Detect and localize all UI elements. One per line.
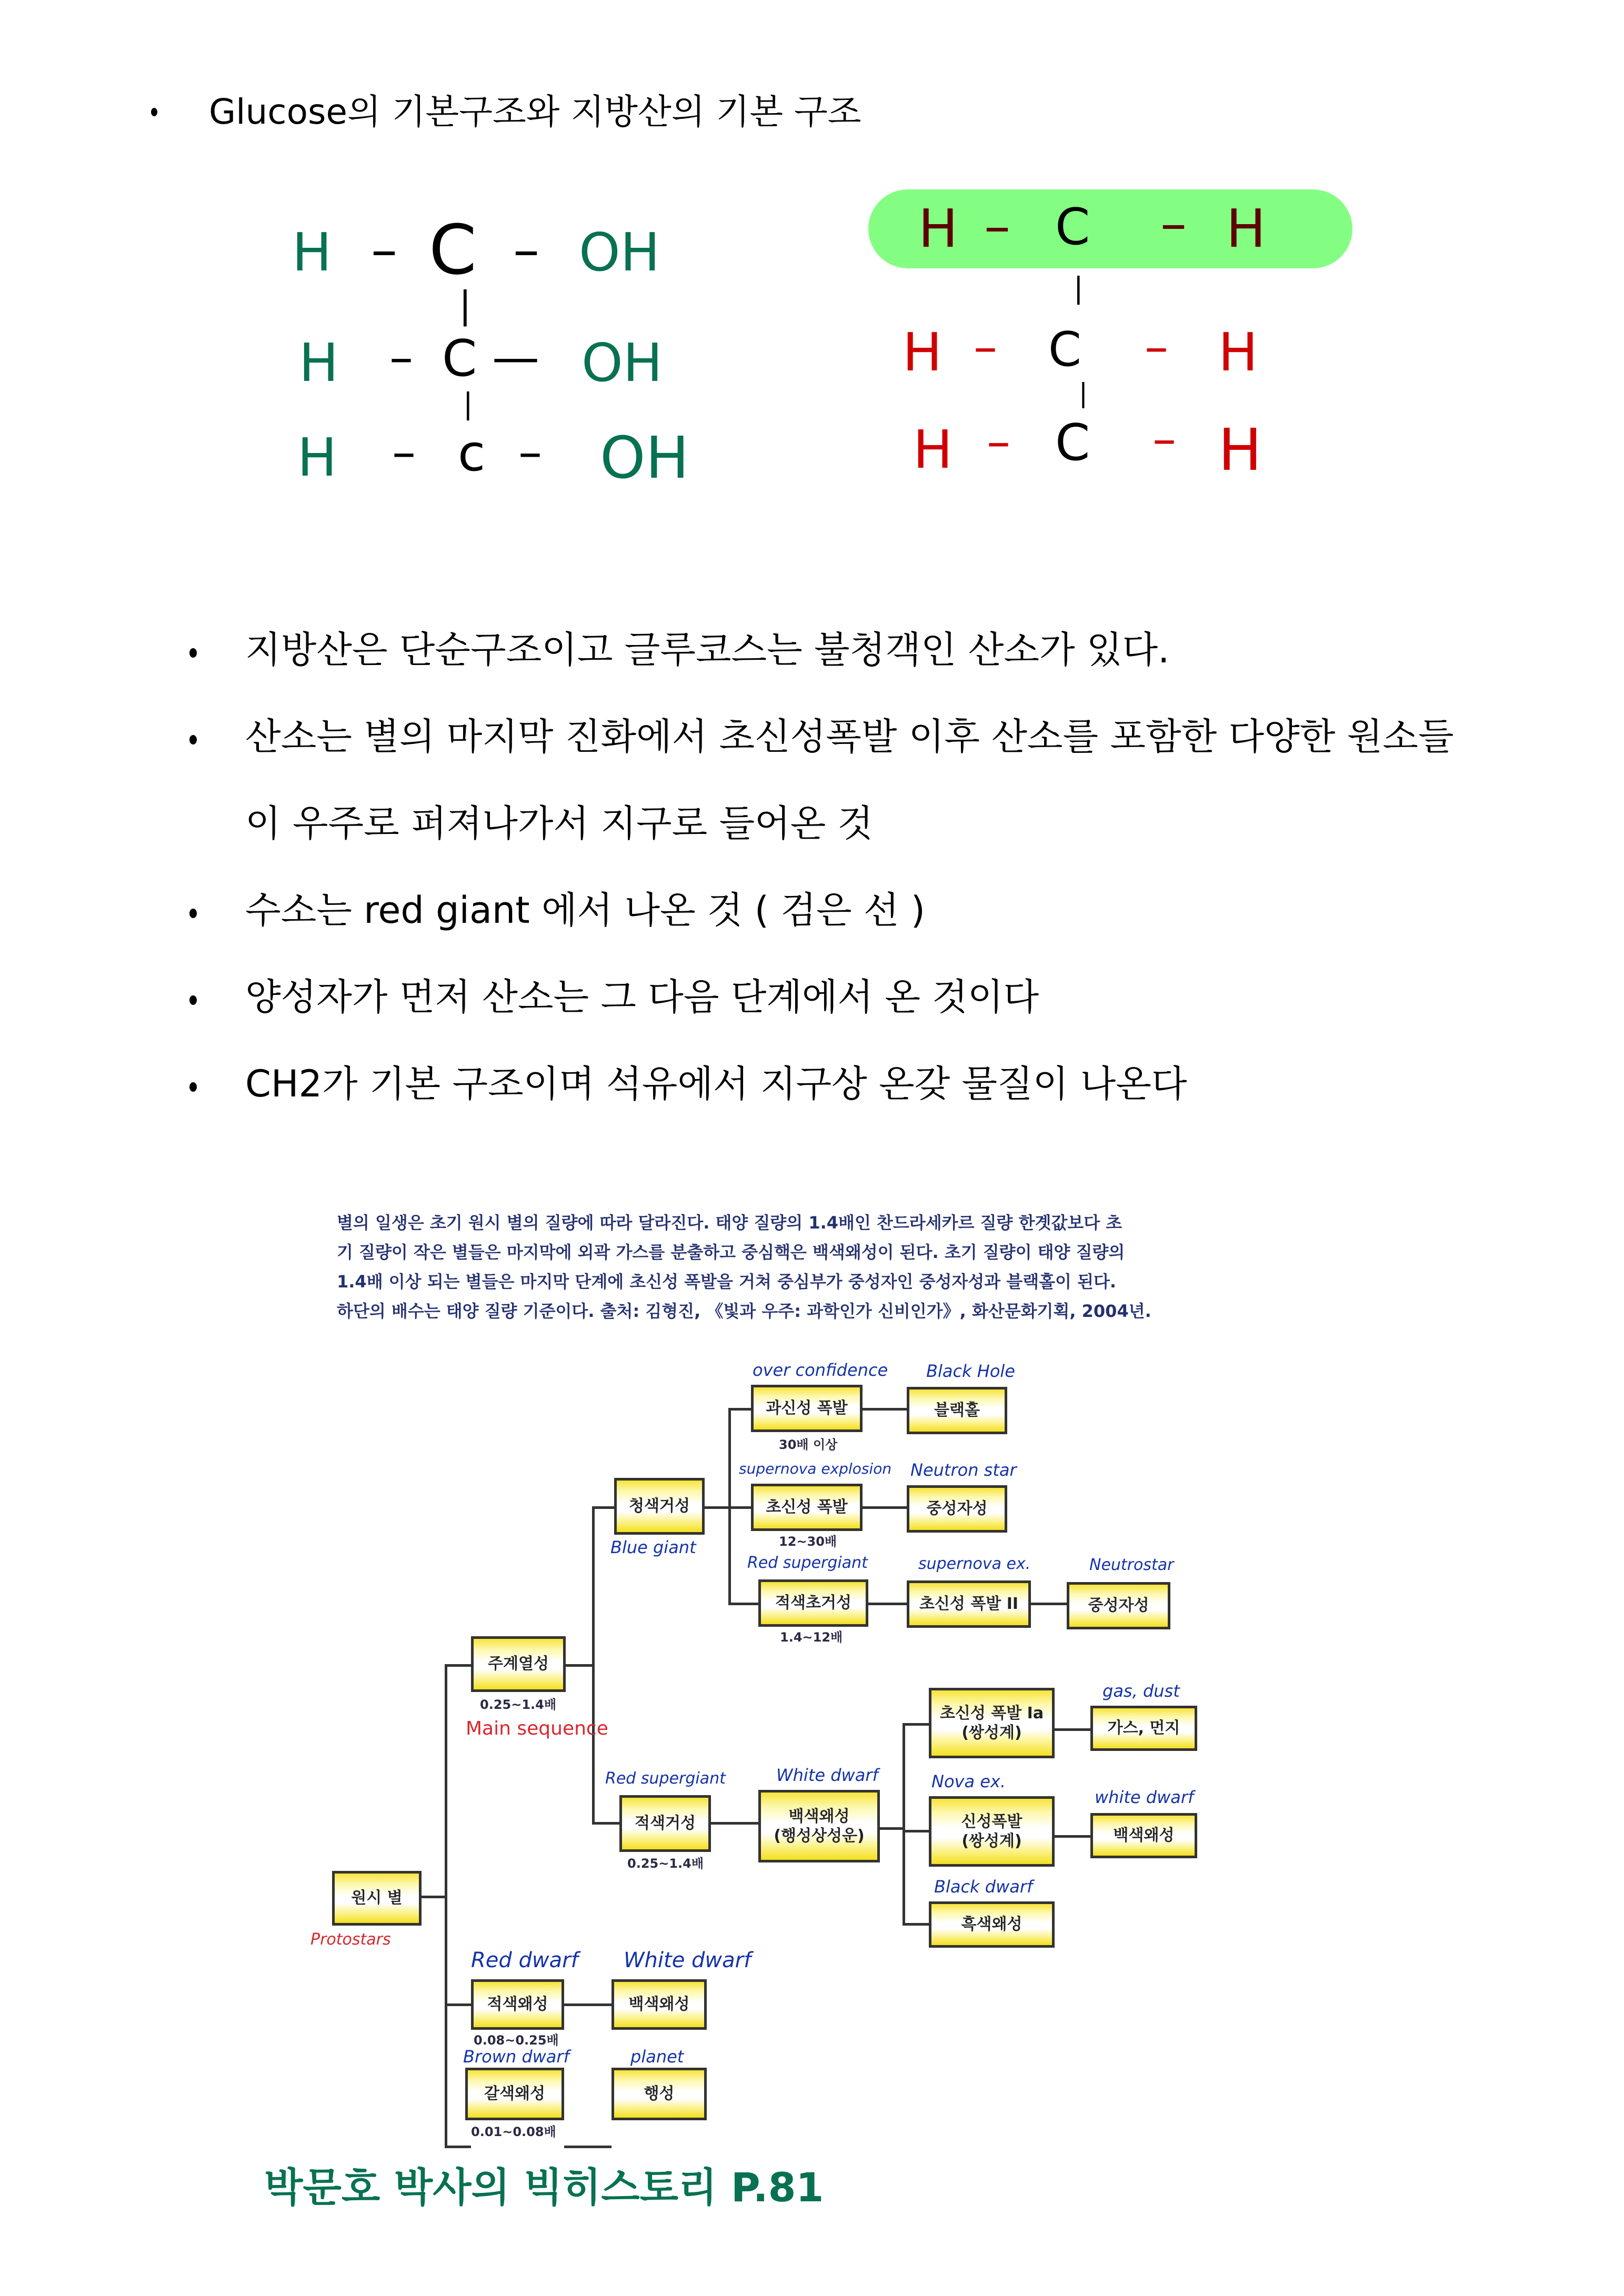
note-red-giant: Red supergiant (605, 1769, 726, 1788)
caption-line: 1.4배 이상 되는 별들은 마지막 단계에 초신성 폭발을 거쳐 중심부가 중성자인 중성자성과 블랙홀이 된다. (337, 1272, 1117, 1292)
mass-main-sequence: 0.25~1.4배 (480, 1697, 557, 1712)
fatty-row2-bond-left: – (974, 319, 997, 375)
node-neutron-star-2: 중성자성 (1067, 1582, 1170, 1629)
connector (728, 1408, 731, 1605)
figure-caption (337, 1208, 1210, 1326)
node-red-dwarf: 적색왜성 (471, 1979, 564, 2030)
connector (903, 1723, 905, 1926)
heading-bullet (151, 108, 157, 116)
note-white-dwarf-2: white dwarf (1095, 1787, 1194, 1807)
node-planet: 행성 (611, 2068, 707, 2120)
connector (592, 1506, 614, 1509)
connector (728, 1408, 751, 1411)
fatty-row3-bond-left: – (987, 414, 1010, 469)
glucose-row1-bond-right: – (513, 219, 539, 280)
bullet-dot (189, 648, 197, 658)
glucose-row1-bond-left: – (371, 219, 397, 280)
fatty-row2-h-left: H (903, 321, 943, 383)
node-black-hole: 블랙홀 (907, 1387, 1007, 1434)
connector (711, 1822, 758, 1825)
glucose-row3-carbon: c (458, 425, 486, 482)
fatty-row2-h-right: H (1218, 321, 1258, 383)
mass-brown-dwarf: 0.01~0.08배 (471, 2124, 556, 2139)
connector (863, 1408, 907, 1411)
fatty-row1-bond-left: – (984, 195, 1010, 257)
fatty-row2-carbon: C (1048, 322, 1081, 377)
node-protostar: 원시 별 (332, 1871, 422, 1926)
connector (903, 1723, 929, 1726)
note-black-hole: Black Hole (926, 1361, 1015, 1381)
connector (445, 1664, 447, 2148)
node-hypernova: 과신성 폭발 (751, 1385, 863, 1432)
note-white-dwarf-pn: White dwarf (776, 1765, 878, 1785)
glucose-row1-carbon: C (429, 210, 477, 290)
connector (564, 2146, 611, 2148)
note-gas-dust: gas, dust (1102, 1681, 1180, 1701)
node-brown-dwarf: 갈색왜성 (465, 2068, 564, 2120)
heading-title: Glucose의 기본구조와 지방산의 기본 구조 (209, 92, 861, 132)
fatty-row1-bond-right: – (1160, 193, 1187, 254)
bullet-dot (189, 735, 197, 744)
fatty-row1-carbon: C (1055, 198, 1090, 256)
node-blue-giant: 청색거성 (614, 1478, 705, 1535)
note-red-supergiant: Red supergiant (747, 1554, 868, 1572)
connector (728, 1603, 758, 1605)
mass-red-dwarf: 0.08~0.25배 (474, 2033, 559, 2048)
bullet-dot (189, 909, 197, 918)
fatty-bond-vertical-2: | (1079, 378, 1088, 408)
connector (566, 1664, 592, 1667)
caption-line: 기 질량이 작은 별들은 마지막에 외곽 가스를 분출하고 중심핵은 백색왜성이 된다. 초기 질량이 태양 질량의 (337, 1242, 1125, 1262)
connector (592, 1822, 619, 1825)
connector (445, 2003, 471, 2006)
note-neutron-star-2: Neutrostar (1089, 1556, 1174, 1574)
node-neutron-star-1: 중성자성 (907, 1485, 1007, 1533)
mass-hypernova: 30배 이상 (779, 1437, 838, 1452)
connector (445, 1664, 471, 1667)
fatty-row3-h-left: H (913, 419, 953, 480)
glucose-row2-h: H (299, 332, 339, 394)
glucose-row2-carbon: C (442, 330, 477, 388)
glucose-row3-bond-left: – (392, 425, 416, 480)
bullet-item-continuation: 이 우주로 퍼져나가서 지구로 들어온 것 (245, 802, 874, 845)
note-hypernova: over confidence (753, 1360, 888, 1380)
connector (1055, 1835, 1090, 1838)
glucose-row3-oh: OH (600, 424, 689, 491)
note-supernova-2: supernova ex. (918, 1555, 1031, 1573)
glucose-row3-h: H (297, 427, 337, 488)
fatty-bond-vertical-1: | (1074, 271, 1084, 305)
bullet-item: CH2가 기본 구조이며 석유에서 지구상 온갖 물질이 나온다 (245, 1062, 1187, 1105)
note-main-sequence: Main sequence (466, 1718, 608, 1739)
node-red-giant: 적색거성 (619, 1795, 711, 1852)
connector (863, 1506, 907, 1509)
bullet-item: 산소는 별의 마지막 진화에서 초신성폭발 이후 산소를 포함한 다양한 원소들 (245, 715, 1454, 758)
note-brown-dwarf: Brown dwarf (463, 2047, 569, 2067)
note-supernova: supernova explosion (739, 1460, 892, 1477)
node-supernova-1a: 초신성 폭발 Ia (쌍성계) (929, 1688, 1055, 1758)
connector (421, 1896, 447, 1898)
caption-line: 별의 일생은 초기 원시 별의 질량에 따라 달라진다. 태양 질량의 1.4배인 찬드라세카르 질량 한곗값보다 초 (337, 1213, 1122, 1233)
connector (705, 1506, 751, 1509)
mass-supernova: 12~30배 (779, 1534, 837, 1549)
fatty-row3-carbon: C (1055, 414, 1090, 472)
connector (592, 1506, 595, 1825)
connector (1055, 1728, 1090, 1731)
node-nova: 신성폭발 (쌍성계) (929, 1796, 1055, 1867)
mass-red-giant: 0.25~1.4배 (627, 1856, 704, 1871)
node-gas-dust: 가스, 먼지 (1090, 1706, 1197, 1751)
note-white-dwarf-3: White dwarf (624, 1948, 751, 1972)
bullet-dot (189, 1082, 197, 1092)
node-supernova: 초신성 폭발 (751, 1484, 863, 1531)
connector (903, 1830, 929, 1832)
bullet-dot (189, 995, 197, 1005)
caption-line: 하단의 배수는 태양 질량 기준이다. 출처: 김형진, 《빛과 우주: 과학인가 신비인가》, 화산문화기획, 2004년. (337, 1301, 1151, 1321)
connector (564, 2003, 611, 2006)
glucose-row2-oh: OH (582, 332, 663, 394)
glucose-bond-vertical-1: | (459, 284, 472, 327)
connector (1031, 1603, 1067, 1605)
bullet-item: 양성자가 먼저 산소는 그 다음 단계에서 온 것이다 (245, 975, 1039, 1019)
connector (868, 1603, 907, 1605)
node-red-supergiant: 적색초거성 (758, 1579, 868, 1627)
note-black-dwarf: Black dwarf (934, 1877, 1033, 1897)
glucose-row1-oh: OH (579, 221, 660, 283)
note-protostar: Protostars (310, 1930, 391, 1949)
glucose-row1-h: H (292, 221, 332, 283)
node-white-dwarf-2: 백색왜성 (1090, 1813, 1197, 1858)
source-citation: 박문호 박사의 빅히스토리 P.81 (264, 2164, 824, 2211)
mass-red-supergiant: 1.4~12배 (780, 1630, 843, 1645)
glucose-row2-bond-right: — (492, 330, 539, 385)
fatty-row3-bond-right: – (1152, 411, 1176, 467)
note-nova: Nova ex. (931, 1771, 1006, 1791)
fatty-row1-h-left: H (918, 198, 958, 259)
connector (880, 1827, 905, 1830)
node-white-dwarf-pn: 백색왜성 (행성상성운) (758, 1790, 880, 1862)
fatty-row2-bond-right: – (1145, 319, 1168, 375)
connector (445, 2146, 471, 2148)
note-neutron-star-1: Neutron star (910, 1460, 1017, 1480)
note-blue-giant: Blue giant (610, 1537, 696, 1557)
node-white-dwarf-3: 백색왜성 (611, 1979, 707, 2030)
node-main-sequence: 주계열성 (471, 1636, 566, 1692)
glucose-bond-vertical-2: | (463, 387, 473, 420)
glucose-row3-bond-right: – (518, 425, 542, 480)
note-planet: planet (630, 2047, 684, 2067)
node-supernova-2: 초신성 폭발 II (907, 1580, 1031, 1628)
note-red-dwarf: Red dwarf (471, 1948, 578, 1972)
bullet-item: 지방산은 단순구조이고 글루코스는 불청객인 산소가 있다. (245, 628, 1170, 671)
glucose-row2-bond-left: – (389, 330, 413, 385)
fatty-row3-h-right: H (1218, 416, 1262, 484)
fatty-row1-h-right: H (1226, 198, 1266, 259)
node-black-dwarf: 흑색왜성 (929, 1901, 1055, 1948)
bullet-item: 수소는 red giant 에서 나온 것 ( 검은 선 ) (245, 889, 926, 932)
connector (903, 1923, 929, 1926)
